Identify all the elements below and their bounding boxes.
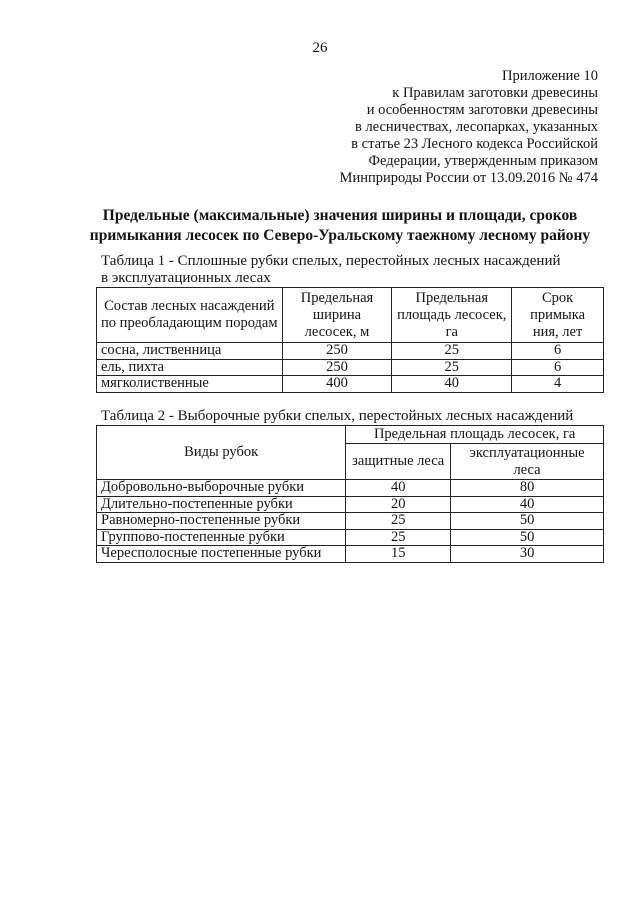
table-row	[97, 359, 604, 376]
document-title	[60, 206, 620, 246]
table1-caption-continued: в эксплуатационных лесах	[101, 270, 271, 286]
table-cell: Добровольно-выборочные рубки	[97, 480, 346, 497]
table-cell: 250	[282, 343, 392, 360]
table2	[96, 425, 604, 563]
table-cell: 25	[392, 343, 512, 360]
table-cell: 50	[451, 513, 604, 530]
table-row	[97, 480, 604, 497]
table-cell: сосна, лиственница	[97, 343, 283, 360]
appendix-line: в лесничествах, лесопарках, указанных	[354, 119, 598, 135]
appendix-line: и особенностям заготовки древесины	[366, 102, 598, 118]
appendix-line: в статье 23 Лесного кодекса Российской	[351, 136, 598, 152]
table2-header-operational: эксплуатационные леса	[451, 444, 604, 480]
table-cell: 400	[282, 376, 392, 393]
table-cell: 25	[346, 513, 451, 530]
appendix-line: к Правилам заготовки древесины	[392, 85, 598, 101]
table1-header-area: Предельная площадь лесосек, га	[392, 288, 512, 343]
table-cell: Группово-постепенные рубки	[97, 529, 346, 546]
table-row	[97, 376, 604, 393]
table-cell: 25	[392, 359, 512, 376]
table1-header-width: Предельная ширина лесосек, м	[282, 288, 392, 343]
table-cell: мягколиственные	[97, 376, 283, 393]
table-cell: 50	[451, 529, 604, 546]
table-row	[97, 513, 604, 530]
table2-header-type: Виды рубок	[97, 426, 346, 480]
table-cell: 20	[346, 496, 451, 513]
title-line: примыкания лесосек по Северо-Уральскому таежному лесному району	[89, 227, 591, 244]
table-cell: 80	[451, 480, 604, 497]
table-cell: 40	[451, 496, 604, 513]
table1-caption: Таблица 1 - Сплошные рубки спелых, перестойных лесных насаждений	[101, 253, 561, 269]
table-cell: 25	[346, 529, 451, 546]
table-cell: ель, пихта	[97, 359, 283, 376]
page-number: 26	[312, 40, 328, 56]
appendix-line: Приложение 10	[502, 68, 598, 84]
table1-header-period: Срок примыка ния, лет	[512, 288, 604, 343]
table-cell: Длительно-постепенные рубки	[97, 496, 346, 513]
title-line: Предельные (максимальные) значения ширины и площади, сроков	[102, 207, 578, 224]
table-cell: 40	[346, 480, 451, 497]
table-row	[97, 496, 604, 513]
appendix-line: Минприроды России от 13.09.2016 № 474	[339, 170, 598, 186]
table-cell: 6	[512, 343, 604, 360]
table2-header-protective: защитные леса	[346, 444, 451, 480]
table1-header-composition: Состав лесных насаждений по преобладающим породам	[97, 288, 283, 343]
table-cell: 6	[512, 359, 604, 376]
table1	[96, 287, 604, 393]
table2-caption: Таблица 2 - Выборочные рубки спелых, перестойных лесных насаждений	[101, 408, 574, 424]
table2-header-row	[97, 426, 604, 444]
appendix-block	[340, 68, 598, 187]
table-cell: Чересполосные постепенные рубки	[97, 546, 346, 563]
table-row	[97, 529, 604, 546]
table-cell: 250	[282, 359, 392, 376]
table-cell: 30	[451, 546, 604, 563]
table-row	[97, 546, 604, 563]
table-cell: 4	[512, 376, 604, 393]
table-cell: Равномерно-постепенные рубки	[97, 513, 346, 530]
table-cell: 15	[346, 546, 451, 563]
table-cell: 40	[392, 376, 512, 393]
table-row	[97, 343, 604, 360]
appendix-line: Федерации, утвержденным приказом	[368, 153, 598, 169]
table2-header-area: Предельная площадь лесосек, га	[346, 426, 604, 444]
table1-header-row	[97, 288, 604, 343]
